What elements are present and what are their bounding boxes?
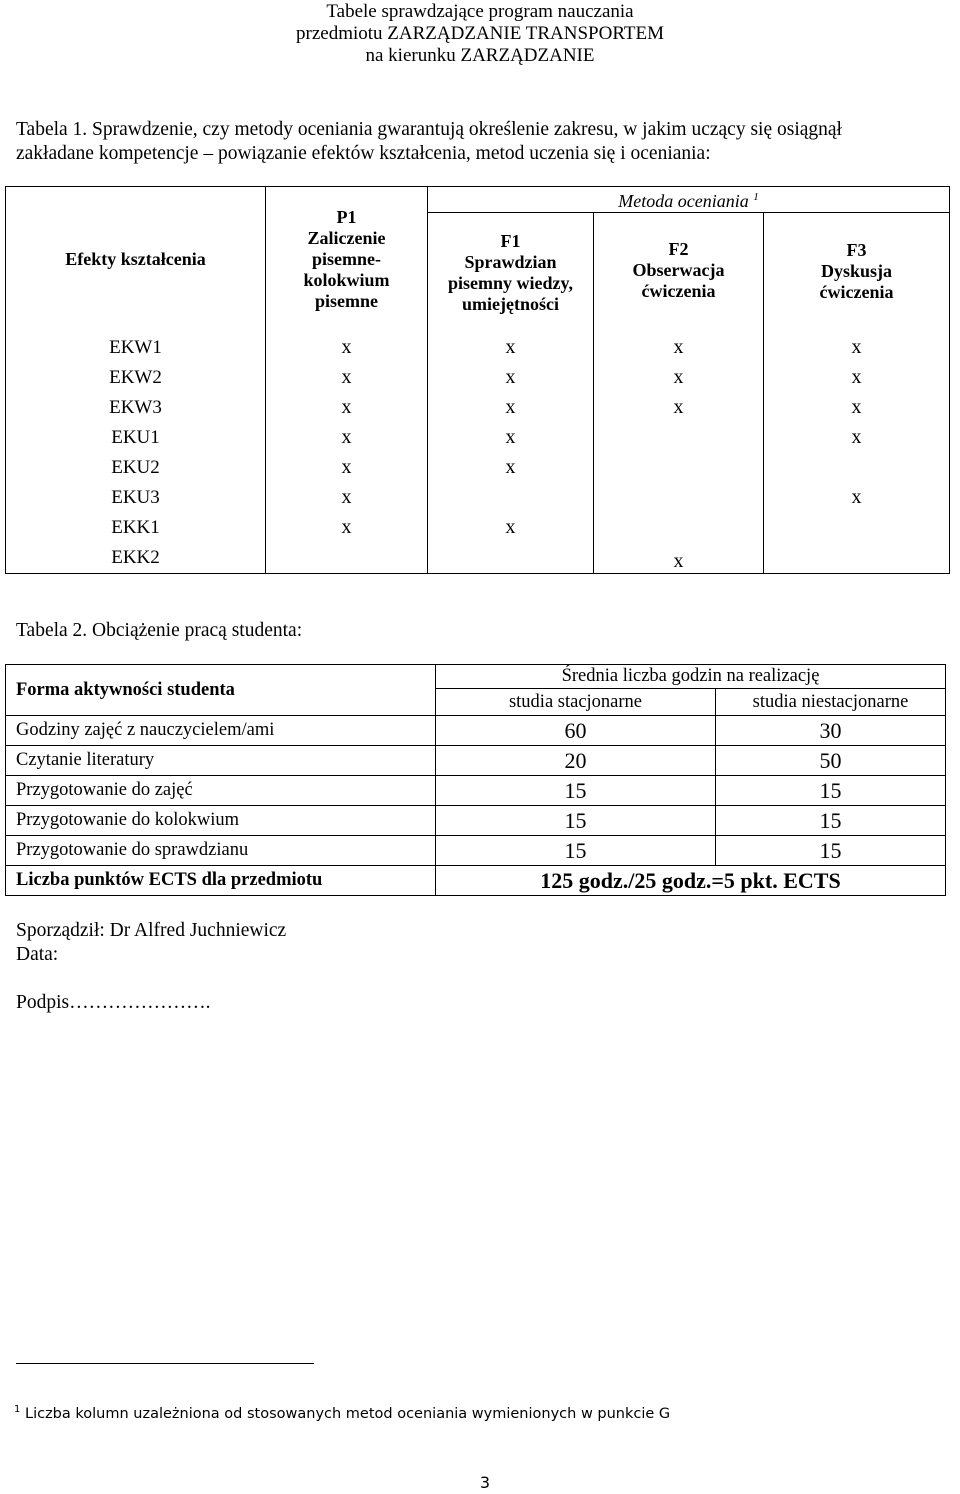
effect-label: EKU1 — [6, 423, 266, 453]
footnote-separator — [16, 1363, 314, 1364]
table1-caption-line-1: Tabela 1. Sprawdzenie, czy metody oceniania gwarantują określenie zakresu, w jakim uczący się osiągnął — [16, 119, 842, 140]
doc-title-line-3: na kierunku ZARZĄDZANIE — [365, 45, 595, 66]
hours-part-time: 15 — [716, 806, 946, 836]
col-header-avg-hours: Średnia liczba godzin na realizację — [436, 665, 946, 689]
table-row — [6, 543, 950, 574]
mark-cell — [594, 483, 764, 513]
activity-label: Godziny zajęć z nauczycielem/ami — [6, 716, 436, 746]
page-number: 3 — [479, 1473, 491, 1492]
mark-cell: x — [594, 363, 764, 393]
mark-cell: x — [266, 483, 428, 513]
effect-label: EKK2 — [6, 543, 266, 574]
author-line: Sporządził: Dr Alfred Juchniewicz — [16, 920, 287, 941]
table-row — [6, 333, 950, 363]
mark-cell: x — [764, 423, 950, 453]
hours-part-time: 50 — [716, 746, 946, 776]
hours-full-time: 15 — [436, 776, 716, 806]
col-header-p1: P1 Zaliczenie pisemne- kolokwium pisemne — [266, 187, 428, 333]
table2-caption: Tabela 2. Obciążenie pracą studenta: — [16, 620, 303, 641]
activity-label: Przygotowanie do sprawdzianu — [6, 836, 436, 866]
col-header-form: Forma aktywności studenta — [6, 665, 436, 716]
mark-cell — [428, 483, 594, 513]
workload-table — [5, 664, 946, 896]
col-header-f2: F2 Obserwacja ćwiczenia — [594, 213, 764, 333]
effect-label: EKW1 — [6, 333, 266, 363]
table-row — [6, 423, 950, 453]
date-line: Data: — [16, 944, 59, 965]
col-header-part-time: studia niestacjonarne — [716, 689, 946, 716]
mark-cell: x — [266, 333, 428, 363]
mark-cell: x — [428, 453, 594, 483]
hours-full-time: 15 — [436, 836, 716, 866]
mark-cell: x — [764, 393, 950, 423]
table-row — [6, 483, 950, 513]
mark-cell — [764, 543, 950, 574]
mark-cell: x — [266, 453, 428, 483]
table-row — [6, 716, 946, 746]
mark-cell: x — [428, 393, 594, 423]
doc-title-line-1: Tabele sprawdzające program nauczania — [326, 1, 634, 22]
table-row — [6, 513, 950, 543]
mark-cell: x — [594, 543, 764, 574]
mark-cell: x — [266, 423, 428, 453]
col-header-f3: F3 Dyskusja ćwiczenia — [764, 213, 950, 333]
footnote-mark: 1 — [753, 191, 759, 203]
hours-part-time: 30 — [716, 716, 946, 746]
table-row — [6, 836, 946, 866]
assessment-methods-table — [5, 186, 950, 574]
effect-label: EKU3 — [6, 483, 266, 513]
hours-part-time: 15 — [716, 836, 946, 866]
mark-cell: x — [266, 393, 428, 423]
table-row — [6, 776, 946, 806]
ects-total-label: Liczba punktów ECTS dla przedmiotu — [6, 866, 436, 896]
mark-cell — [764, 513, 950, 543]
mark-cell: x — [594, 333, 764, 363]
hours-full-time: 15 — [436, 806, 716, 836]
table-row — [6, 393, 950, 423]
effect-label: EKU2 — [6, 453, 266, 483]
table-row — [6, 746, 946, 776]
table-row — [6, 363, 950, 393]
mark-cell — [764, 453, 950, 483]
col-header-f1: F1 Sprawdzian pisemny wiedzy, umiejętności — [428, 213, 594, 333]
mark-cell: x — [428, 513, 594, 543]
hours-full-time: 60 — [436, 716, 716, 746]
hours-full-time: 20 — [436, 746, 716, 776]
effect-label: EKK1 — [6, 513, 266, 543]
mark-cell — [594, 513, 764, 543]
mark-cell: x — [266, 513, 428, 543]
mark-cell: x — [764, 363, 950, 393]
mark-cell: x — [428, 423, 594, 453]
effect-label: EKW2 — [6, 363, 266, 393]
activity-label: Przygotowanie do kolokwium — [6, 806, 436, 836]
mark-cell: x — [594, 393, 764, 423]
col-header-effects: Efekty kształcenia — [6, 187, 266, 333]
signature-line: Podpis…………………. — [16, 992, 211, 1013]
ects-total-value: 125 godz./25 godz.=5 pkt. ECTS — [436, 866, 946, 896]
doc-title-line-2: przedmiotu ZARZĄDZANIE TRANSPORTEM — [296, 23, 664, 44]
mark-cell — [594, 453, 764, 483]
footnote: $^1$ Liczba kolumn uzależniona od stosowanych metod oceniania wymienionych w punkcie G — [14, 1404, 671, 1422]
hours-part-time: 15 — [716, 776, 946, 806]
mark-cell — [266, 543, 428, 574]
activity-label: Przygotowanie do zajęć — [6, 776, 436, 806]
mark-cell: x — [764, 483, 950, 513]
col-header-full-time: studia stacjonarne — [436, 689, 716, 716]
activity-label: Czytanie literatury — [6, 746, 436, 776]
mark-cell: x — [764, 333, 950, 363]
table1-caption-line-2: zakładane kompetencje – powiązanie efektów kształcenia, metod uczenia się i oceniania: — [16, 143, 711, 164]
mark-cell — [594, 423, 764, 453]
effect-label: EKW3 — [6, 393, 266, 423]
table-row — [6, 453, 950, 483]
mark-cell: x — [428, 363, 594, 393]
mark-cell — [428, 543, 594, 574]
table-row — [6, 806, 946, 836]
mark-cell: x — [428, 333, 594, 363]
mark-cell: x — [266, 363, 428, 393]
col-header-metoda-oceniania: Metoda oceniania $^1$ — [428, 187, 950, 213]
